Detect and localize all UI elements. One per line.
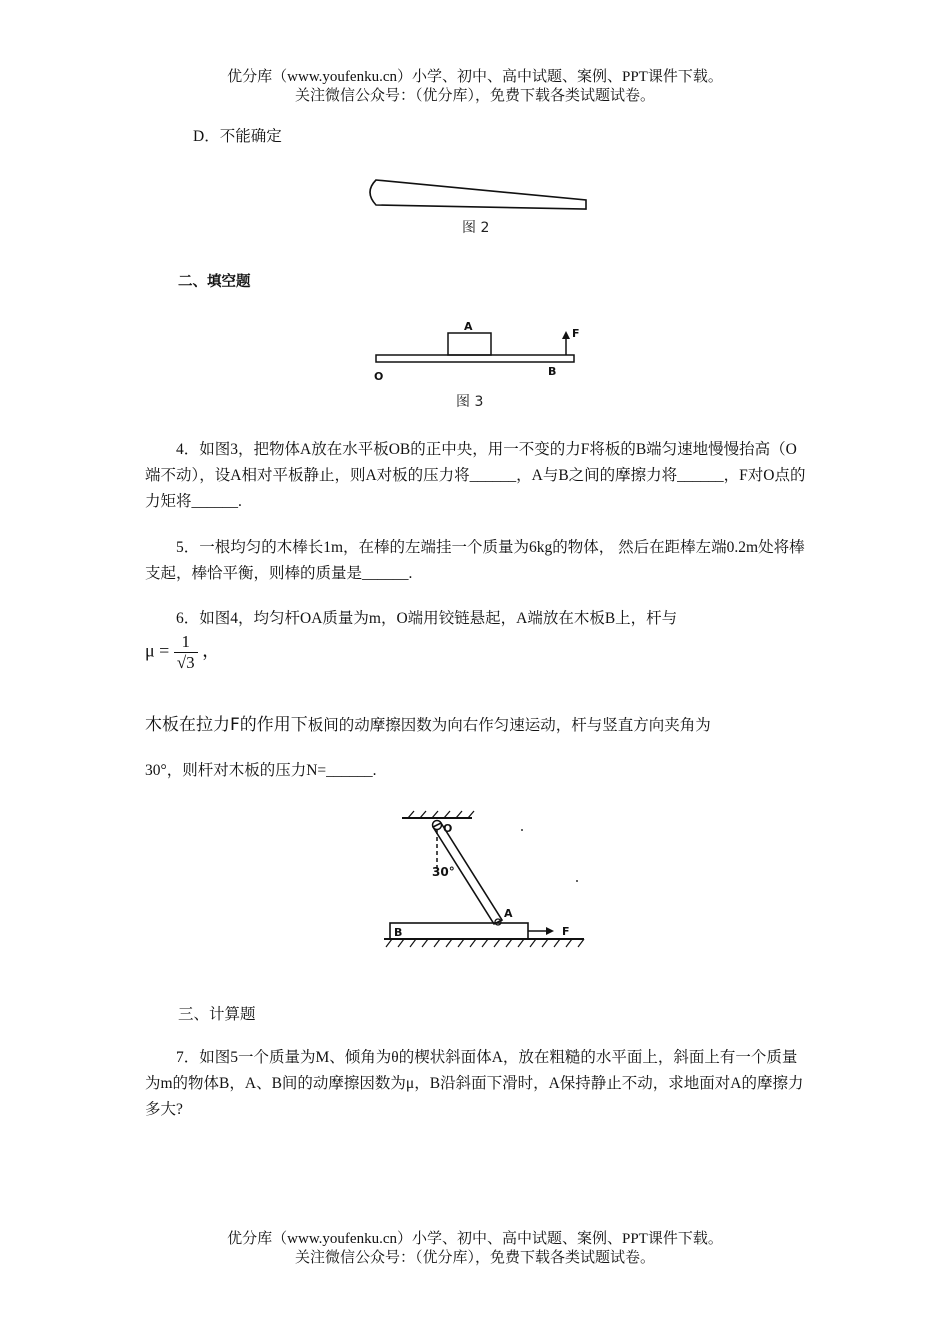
handwritten-text: 木板在拉力F的作用下 (145, 715, 308, 735)
question-4: 4．如图3，把物体A放在水平板OB的正中央，用一不变的力F将板的B端匀速地慢慢抬高（O端不动），设A相对平板静止，则A对板的压力将______，A与B之间的摩擦力将______，F对O点的力矩将______. (145, 441, 806, 510)
force-f-arrowhead (562, 331, 570, 339)
question-6-line-4: 30°，则杆对木板的压力N=______. (145, 762, 377, 779)
question-6-line-3 (145, 712, 810, 739)
block-a (448, 333, 491, 355)
question-6-line-3-rest: 板间的动摩擦因数为向右作匀速运动，杆与竖直方向夹角为 (307, 717, 711, 734)
fig4-label-a: A (504, 907, 513, 920)
section-3-title: 三、计算题 (178, 1006, 256, 1023)
ground-hatching (386, 939, 584, 947)
question-7: 7．如图5一个质量为M、倾角为θ的楔状斜面体A，放在粗糙的水平面上，斜面上有一个质量为m的物体B，A、B间的动摩擦因数为μ，B沿斜面下滑时，A保持静止不动，求地面对A的摩擦力多大? (145, 1049, 804, 1118)
header-line-1: 优分库（www.youfenku.cn）小学、初中、高中试题、案例、PPT课件下载。 (227, 69, 723, 85)
fig4-label-o: O (443, 822, 453, 835)
speck-mark (521, 829, 523, 831)
figure-2 (360, 172, 600, 242)
fig3-caption: 图 3 (456, 394, 484, 410)
mu-fraction (174, 632, 198, 673)
friction-coefficient-formula (145, 632, 220, 673)
mu-tail: ， (202, 640, 221, 661)
footer-line-2: 关注微信公众号：（优分库），免费下载各类试题试卷。 (294, 1250, 655, 1266)
fig3-label-a: A (464, 320, 473, 333)
fig3-label-f: F (572, 327, 580, 340)
fig4-label-b: B (394, 926, 403, 939)
mu-denominator: √3 (176, 653, 195, 672)
fig3-label-b: B (548, 365, 557, 378)
question-6-line-1: 6．如图4，均匀杆OA质量为m，O端用铰链悬起，A端放在木板B上，杆与 (176, 610, 678, 627)
board-b (390, 923, 528, 939)
board-ob (376, 355, 574, 362)
mu-numerator: 1 (174, 632, 198, 653)
section-2-title: 二、填空题 (178, 274, 251, 290)
force-f-arrowhead (546, 927, 554, 935)
figure-3 (370, 318, 590, 413)
header-line-2: 关注微信公众号：（优分库），免费下载各类试题试卷。 (294, 88, 655, 104)
figure-4 (380, 808, 590, 958)
fig4-label-angle: 30° (432, 865, 455, 879)
fig4-label-f: F (562, 925, 570, 938)
fig2-caption: 图 2 (462, 220, 490, 236)
tapered-rod-shape (370, 180, 586, 209)
mu-symbol: μ = (145, 640, 170, 661)
speck-mark (576, 880, 578, 882)
fig3-label-o: O (374, 370, 384, 383)
footer-line-1: 优分库（www.youfenku.cn）小学、初中、高中试题、案例、PPT课件下载。 (227, 1231, 723, 1247)
ceiling-hatching (408, 811, 474, 818)
question-5: 5．一根均匀的木棒长1m，在棒的左端挂一个质量为6kg的物体， 然后在距棒左端0.2m处将棒支起，棒恰平衡，则棒的质量是______. (145, 539, 805, 582)
option-d: D．不能确定 (193, 128, 282, 145)
